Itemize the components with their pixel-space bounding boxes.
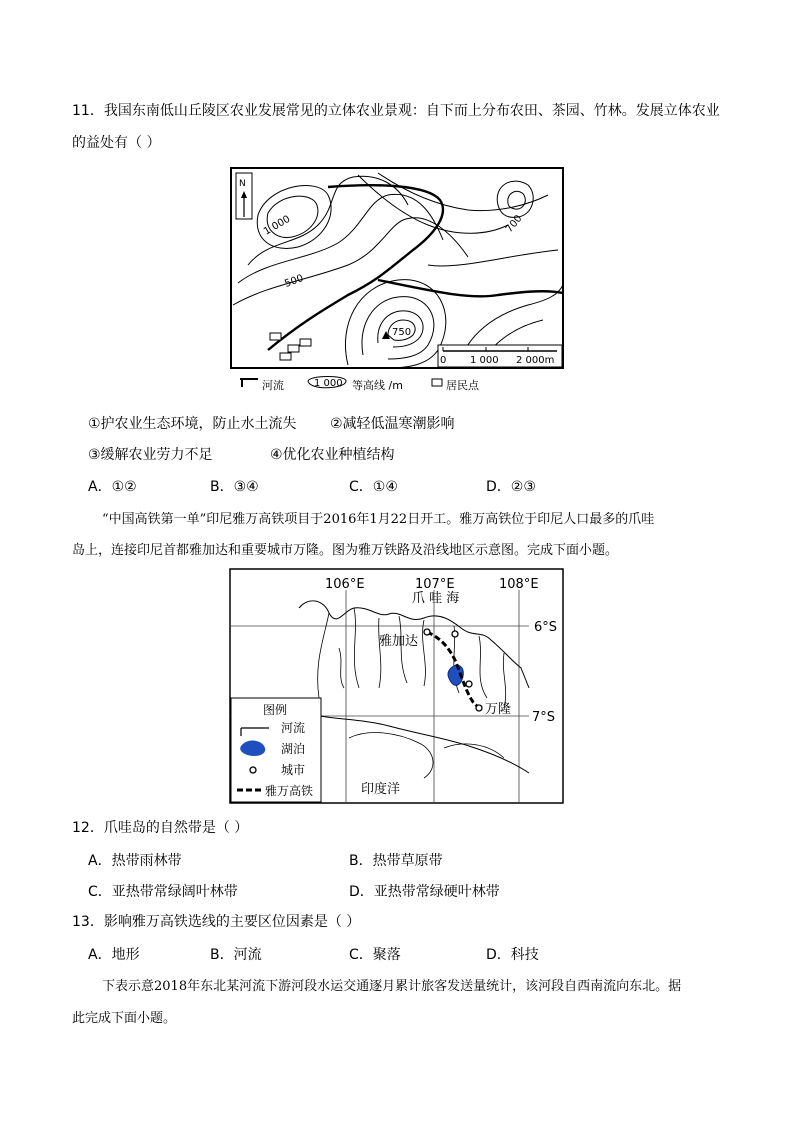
q11-stem-line1: 11．我国东南低山丘陵区农业发展常见的立体农业景观：自下而上分布农田、茶园、竹林。发展立体农业: [72, 103, 720, 119]
city-bandung-icon: [476, 705, 482, 711]
scale-label-2000: 2 000m: [516, 355, 555, 366]
passage2-line2: 此完成下面小题。: [72, 1011, 177, 1026]
legend2-river-label: 河流: [281, 721, 306, 735]
q12-option-a[interactable]: A．热带雨林带: [88, 853, 182, 869]
q13-option-a[interactable]: A．地形: [88, 947, 140, 963]
city-icon: [466, 681, 472, 687]
q11-option-c[interactable]: C．①④: [349, 479, 398, 495]
settlement-icon: [280, 353, 291, 360]
river-line: [268, 185, 443, 350]
legend-settlement-icon: [432, 379, 442, 386]
legend2-title: 图例: [263, 703, 288, 717]
lon-label-108: 108°E: [499, 577, 539, 592]
settlement-icon: [300, 339, 311, 346]
q13-stem: 13．影响雅万高铁选线的主要区位因素是（ ）: [72, 914, 361, 930]
lat-label-7s: 7°S: [532, 710, 556, 725]
city-icon: [452, 631, 458, 637]
legend2-railway-label: 雅万高铁: [265, 784, 314, 798]
city-jakarta-icon: [424, 629, 430, 635]
q11-stem-line2: 的益处有（ ）: [72, 135, 161, 151]
contour-label-750: 750: [392, 327, 412, 338]
sea-label: 爪 哇 海: [412, 591, 460, 606]
city-label-jakarta: 雅加达: [379, 634, 419, 649]
peak-icon: [382, 331, 390, 339]
topographic-map: [228, 165, 578, 400]
river-branch: [378, 280, 563, 296]
scale-label-1000: 1 000: [470, 355, 499, 366]
legend2-city-icon: [250, 767, 256, 773]
lat-label-6s: 6°S: [534, 620, 558, 635]
passage2-line1: 下表示意2018年东北某河流下游河段水运交通逐月累计旅客发送量统计，该河段自西南流向东北。据: [102, 979, 682, 994]
settlement-icon: [270, 333, 281, 340]
java-map: [229, 568, 567, 806]
passage1-line1: “中国高铁第一单”印尼雅万高铁项目于2016年1月22日开工。雅万高铁位于印尼人口最多的爪哇: [102, 512, 655, 527]
q12-option-d[interactable]: D．亚热带常绿硬叶林带: [349, 884, 500, 900]
lon-label-106: 106°E: [325, 577, 365, 592]
legend2-lake-label: 湖泊: [281, 742, 306, 756]
legend-contour-label: 等高线 /m: [352, 379, 403, 392]
city-label-bandung: 万隆: [485, 702, 512, 717]
north-label: N: [239, 179, 246, 189]
contour-label-500: 500: [283, 272, 305, 290]
legend-contour-value: 1 000: [314, 378, 343, 389]
q11-option-d[interactable]: D．②③: [486, 479, 536, 495]
legend-settlement-label: 居民点: [446, 379, 479, 392]
q11-item-1: ①护农业生态环境，防止水土流失: [88, 416, 297, 432]
q11-item-3: ③缓解农业劳力不足: [88, 447, 213, 463]
q13-option-c[interactable]: C．聚落: [349, 947, 401, 963]
q12-option-b[interactable]: B．热带草原带: [349, 853, 443, 869]
lon-label-107: 107°E: [415, 577, 455, 592]
q13-option-d[interactable]: D．科技: [486, 947, 539, 963]
scale-label-0: 0: [440, 355, 447, 366]
q11-item-2: ②减轻低温寒潮影响: [330, 416, 455, 432]
contour-label-700: 700: [503, 213, 525, 235]
q13-option-b[interactable]: B．河流: [210, 947, 262, 963]
passage1-line2: 岛上，连接印尼首都雅加达和重要城市万隆。图为雅万铁路及沿线地区示意图。完成下面小题。: [72, 543, 619, 558]
ocean-label: 印度洋: [361, 782, 401, 797]
q11-option-b[interactable]: B．③④: [210, 479, 259, 495]
q12-stem: 12．爪哇岛的自然带是（ ）: [72, 820, 249, 836]
legend-river-label: 河流: [262, 379, 284, 392]
q11-option-a[interactable]: A．①②: [88, 479, 137, 495]
settlement-icon: [288, 345, 299, 352]
legend2-city-label: 城市: [281, 763, 306, 777]
q12-option-c[interactable]: C．亚热带常绿阔叶林带: [88, 884, 238, 900]
q11-item-4: ④优化农业种植结构: [270, 447, 395, 463]
legend-river-icon: [240, 379, 258, 387]
contour-label-1000: 1 000: [262, 213, 293, 238]
